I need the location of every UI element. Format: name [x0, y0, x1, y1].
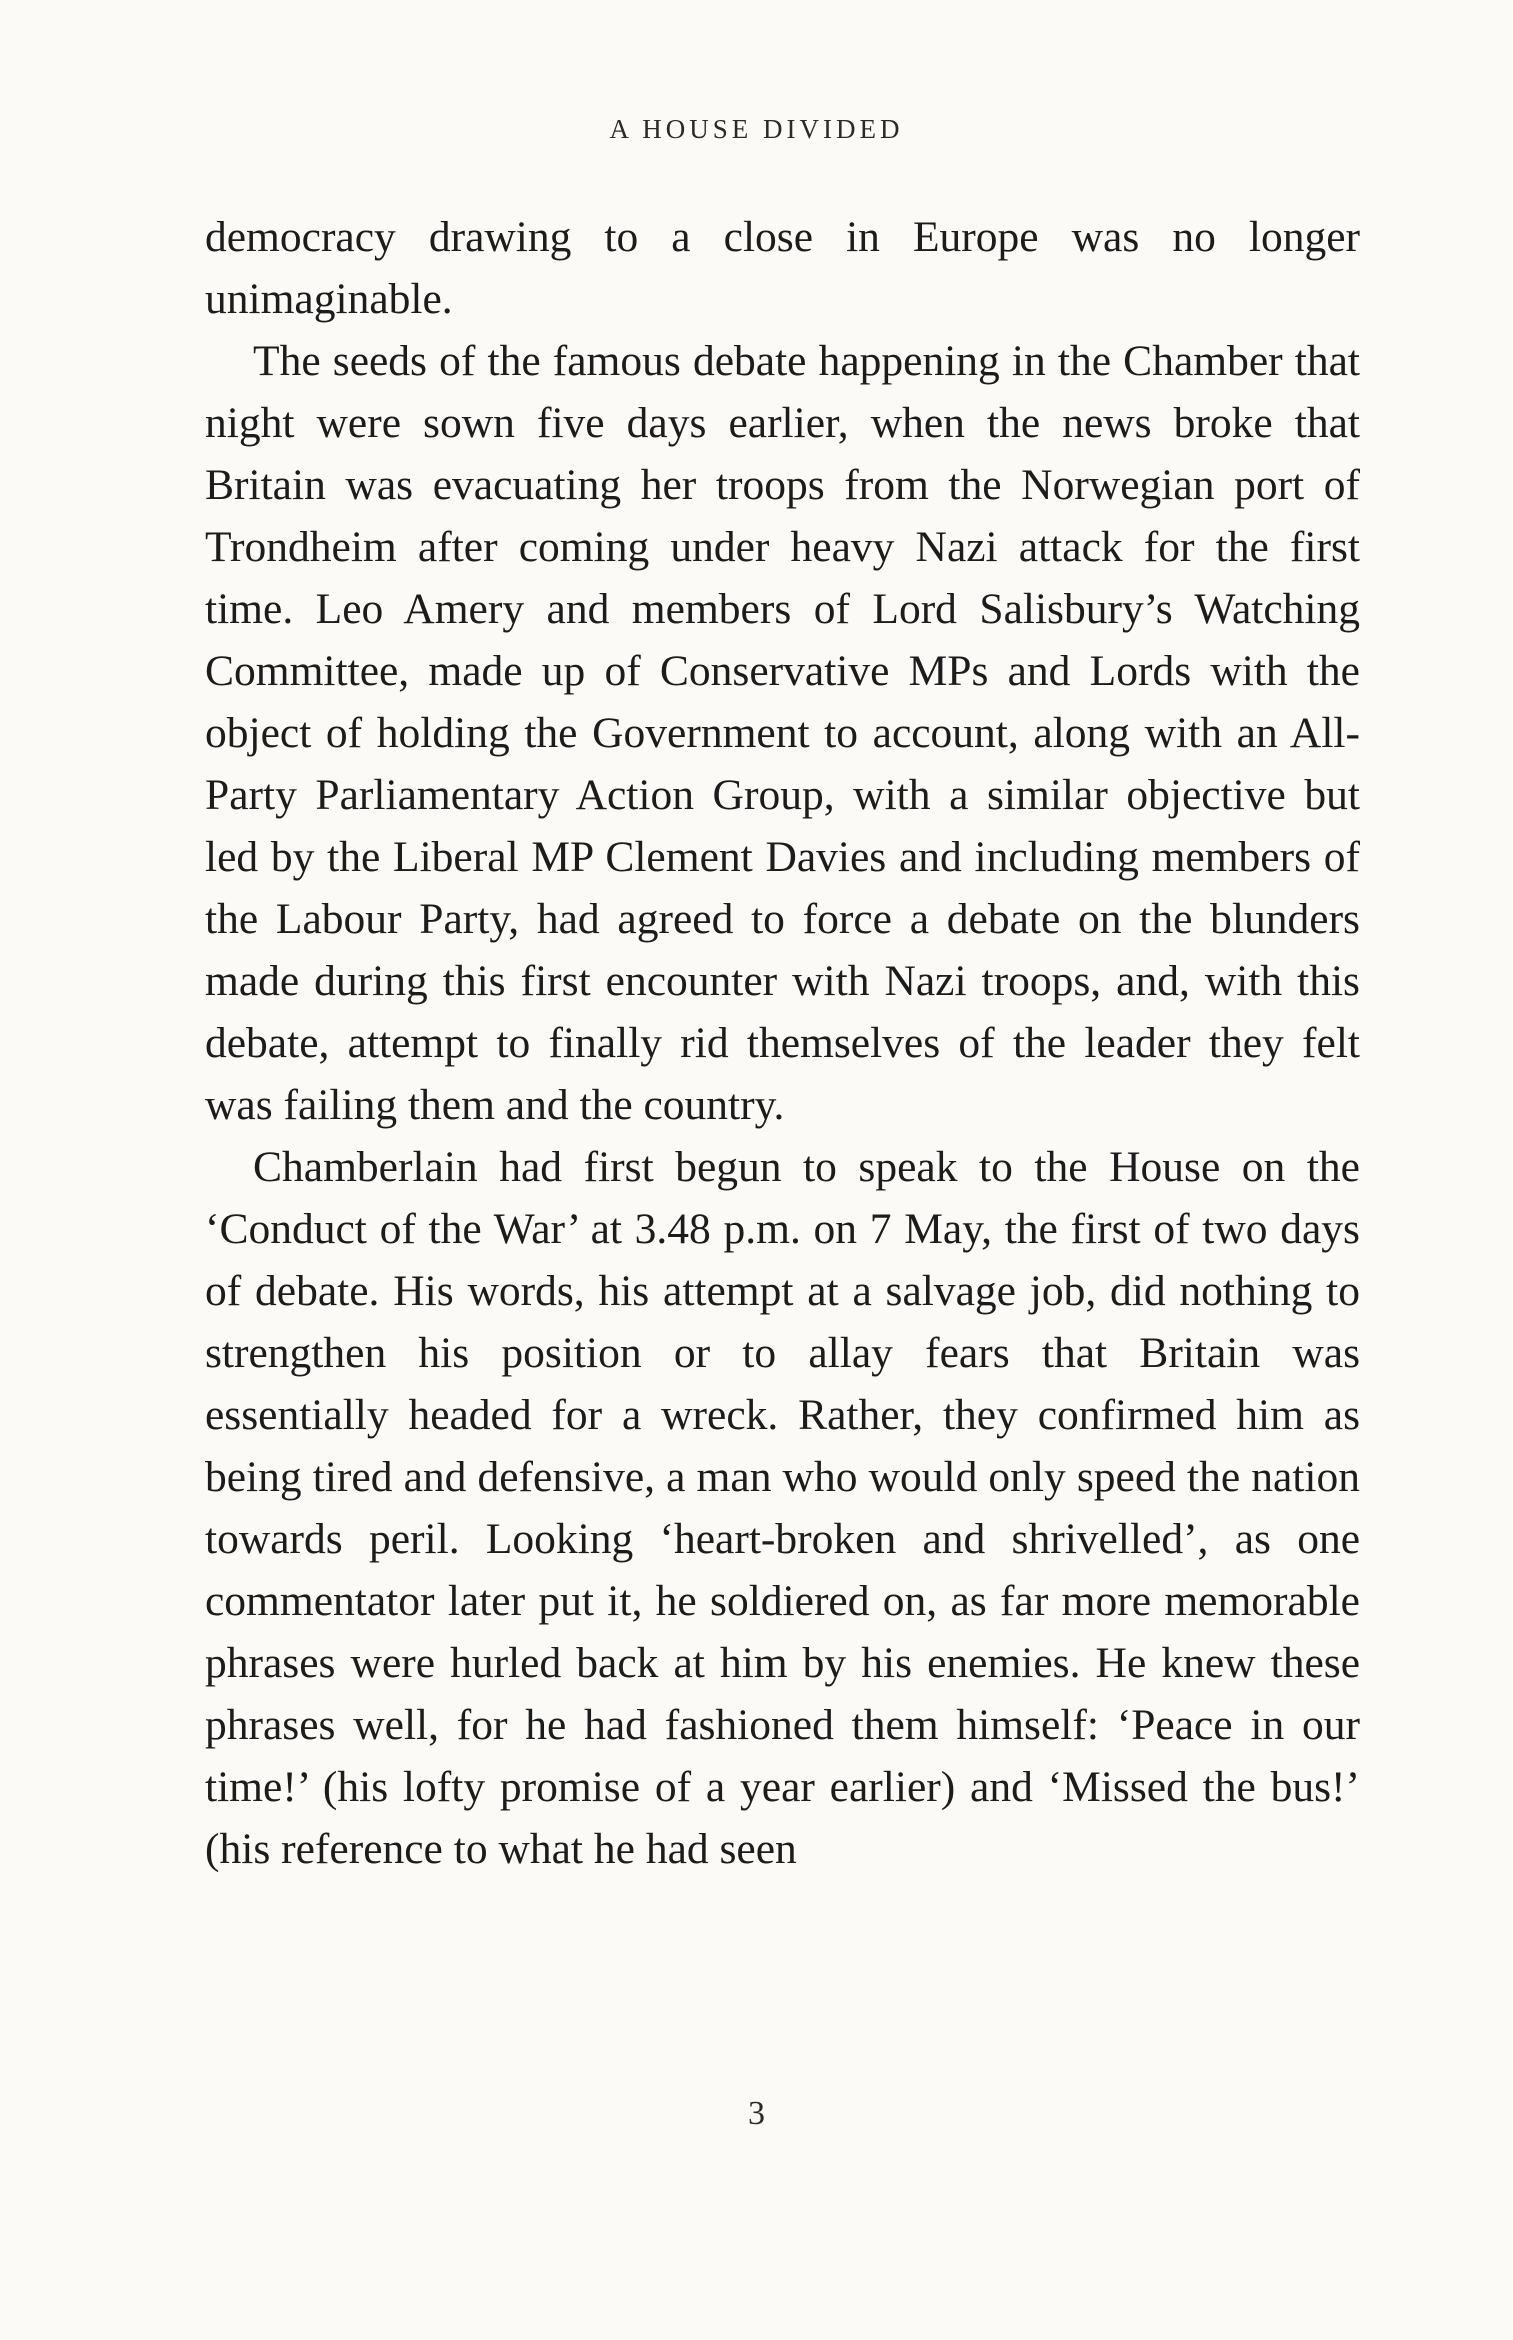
- paragraph-chamberlain-speech: Chamberlain had first begun to speak to the House on the ‘Conduct of the War’ at 3.48 p.m. on 7 May, the first of two days of debate. His words, his attempt at a salvage job, did nothing to strengthen his position or to allay fears that Britain was essentially headed for a wreck. Rather, they confirmed him as being tired and defensive, a man who would only speed the nation towards peril. Looking ‘heart-broken and shrivelled’, as one commentator later put it, he soldiered on, as far more memorable phrases were hurled back at him by his enemies. He knew these phrases well, for he had fashioned them himself: ‘Peace in our time!’ (his lofty promise of a year earlier) and ‘Missed the bus!’ (his reference to what he had seen: [205, 1143, 1360, 1873]
- body-text: [205, 206, 1360, 1880]
- running-head: A HOUSE DIVIDED: [609, 114, 904, 144]
- paragraph-seeds-of-debate: The seeds of the famous debate happening in the Chamber that night were sown five days earlier, when the news broke that Britain was evacuating her troops from the Norwegian port of Trondheim after coming under heavy Nazi attack for the first time. Leo Amery and members of Lord Salisbury’s Watching Committee, made up of Conservative MPs and Lords with the object of holding the Government to account, along with an All-Party Parliamentary Action Group, with a similar objective but led by the Liberal MP Clement Davies and including members of the Labour Party, had agreed to force a debate on the blunders made during this first encounter with Nazi troops, and, with this debate, attempt to finally rid themselves of the leader they felt was failing them and the country.: [205, 337, 1360, 1129]
- page-number: 3: [748, 2095, 765, 2132]
- paragraph-continuation: democracy drawing to a close in Europe was no longer unimaginable.: [205, 213, 1360, 323]
